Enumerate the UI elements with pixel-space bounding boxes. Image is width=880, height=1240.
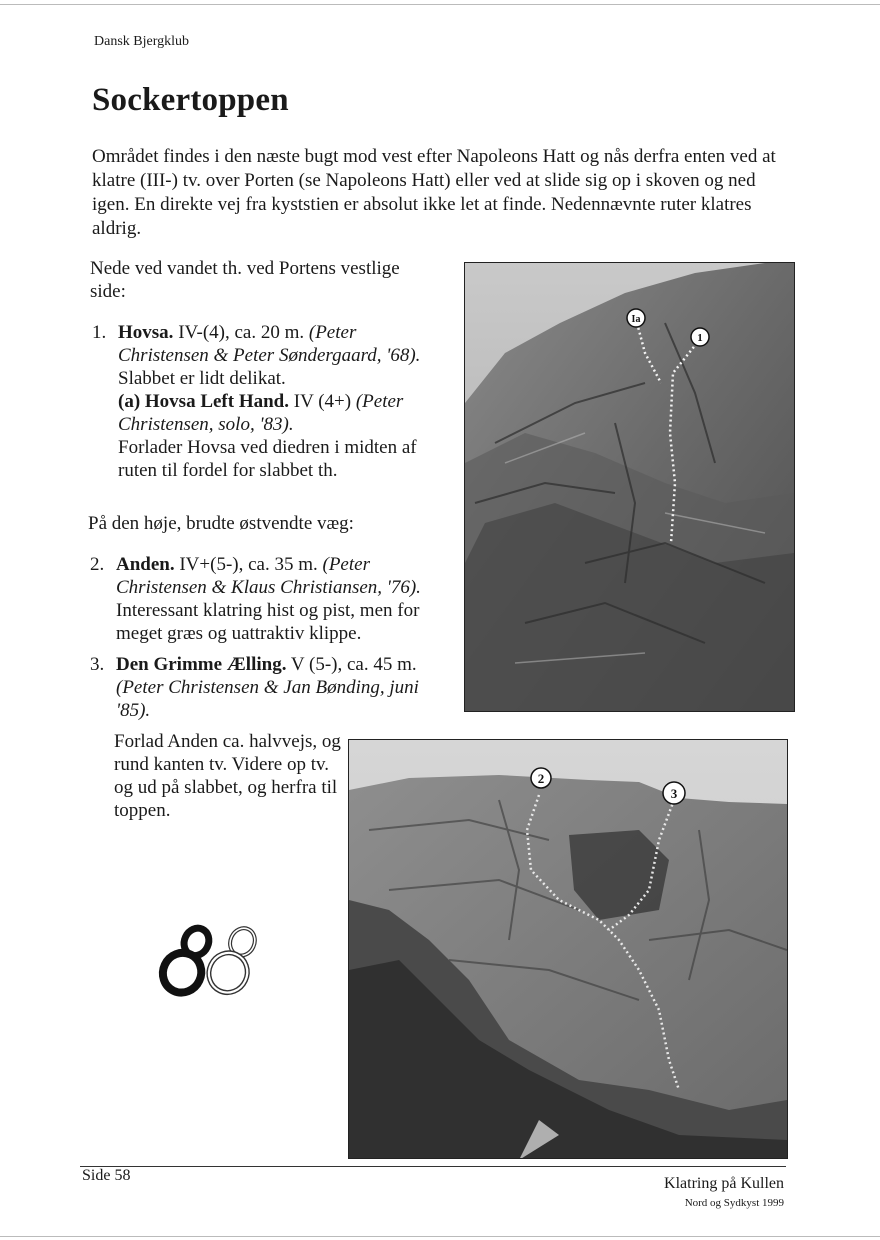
section-heading-east: På den høje, brudte østvendte væg: [88, 513, 354, 534]
route-3 [90, 653, 450, 722]
route-name: Den Grimme Ælling. [116, 654, 287, 675]
route-credit: (Peter Christensen & Klaus Christiansen, '76). [116, 554, 421, 598]
variant-name: (a) Hovsa Left Hand. [118, 391, 289, 412]
section-heading-west: Nede ved vandet th. ved Portens vestlige side: [90, 258, 400, 302]
route-grade: V (5-), ca. 45 m. [286, 654, 417, 675]
cliff-photo-hovsa-image [465, 263, 794, 711]
route-grade: IV+(5-), ca. 35 m. [174, 554, 323, 575]
variant-description: Forlader Hovsa ved diedren i midten af ruten til fordel for slabbet th. [118, 437, 417, 481]
cliff-photo-east-wall [348, 739, 788, 1159]
route-grade: IV-(4), ca. 20 m. [173, 322, 309, 343]
cliff-photo-hovsa [464, 262, 795, 712]
photo-marker-3: 3 [670, 786, 678, 801]
photo-marker-1: 1 [697, 332, 703, 344]
route-1 [92, 321, 448, 482]
route-credit: (Peter Christensen & Peter Søndergaard, '68). [118, 322, 421, 366]
book-title: Klatring på Kullen [664, 1175, 784, 1192]
variant-grade: IV (4+) [289, 391, 356, 412]
route-number: 3. [90, 654, 105, 675]
page-number: Side 58 [82, 1167, 131, 1184]
route-3-description: Forlad Anden ca. halvvejs, og rund kanten tv. Videre op tv. og ud på slabbet, og herfra til toppen. [114, 731, 341, 821]
cliff-photo-east-wall-image [349, 740, 787, 1158]
top-rule [0, 4, 880, 5]
route-2 [90, 553, 450, 645]
photo-marker-2: 2 [537, 771, 545, 786]
intro-paragraph: Området findes i den næste bugt mod vest efter Napoleons Hatt og nås derfra enten ved at klatre (III-) tv. over Porten (se Napoleons Hatt) eller ved at slide sig op i skoven og ned igen. En direkte vej fra kyststien er absolut ikke let at finde. Nedennævnte ruter klatres aldrig. [92, 146, 776, 239]
route-number: 1. [92, 322, 107, 343]
route-description: Interessant klatring hist og pist, men for meget græs og uattraktiv klippe. [116, 600, 420, 644]
bottom-rule [0, 1236, 880, 1237]
route-name: Hovsa. [118, 322, 174, 343]
route-number: 2. [90, 554, 105, 575]
figure-eight-descender-icon [148, 912, 270, 1008]
book-subtitle: Nord og Sydkyst 1999 [684, 1197, 784, 1209]
route-credit: (Peter Christensen & Jan Bønding, juni '85). [116, 677, 419, 721]
route-name: Anden. [116, 554, 175, 575]
route-description: Slabbet er lidt delikat. [118, 368, 286, 389]
running-header: Dansk Bjergklub [94, 34, 190, 49]
photo-marker-ia: Ia [631, 314, 641, 325]
page-title: Sockertoppen [92, 82, 289, 118]
variant-credit: (Peter Christensen, solo, '83). [118, 391, 404, 435]
footer-rule [80, 1166, 786, 1167]
